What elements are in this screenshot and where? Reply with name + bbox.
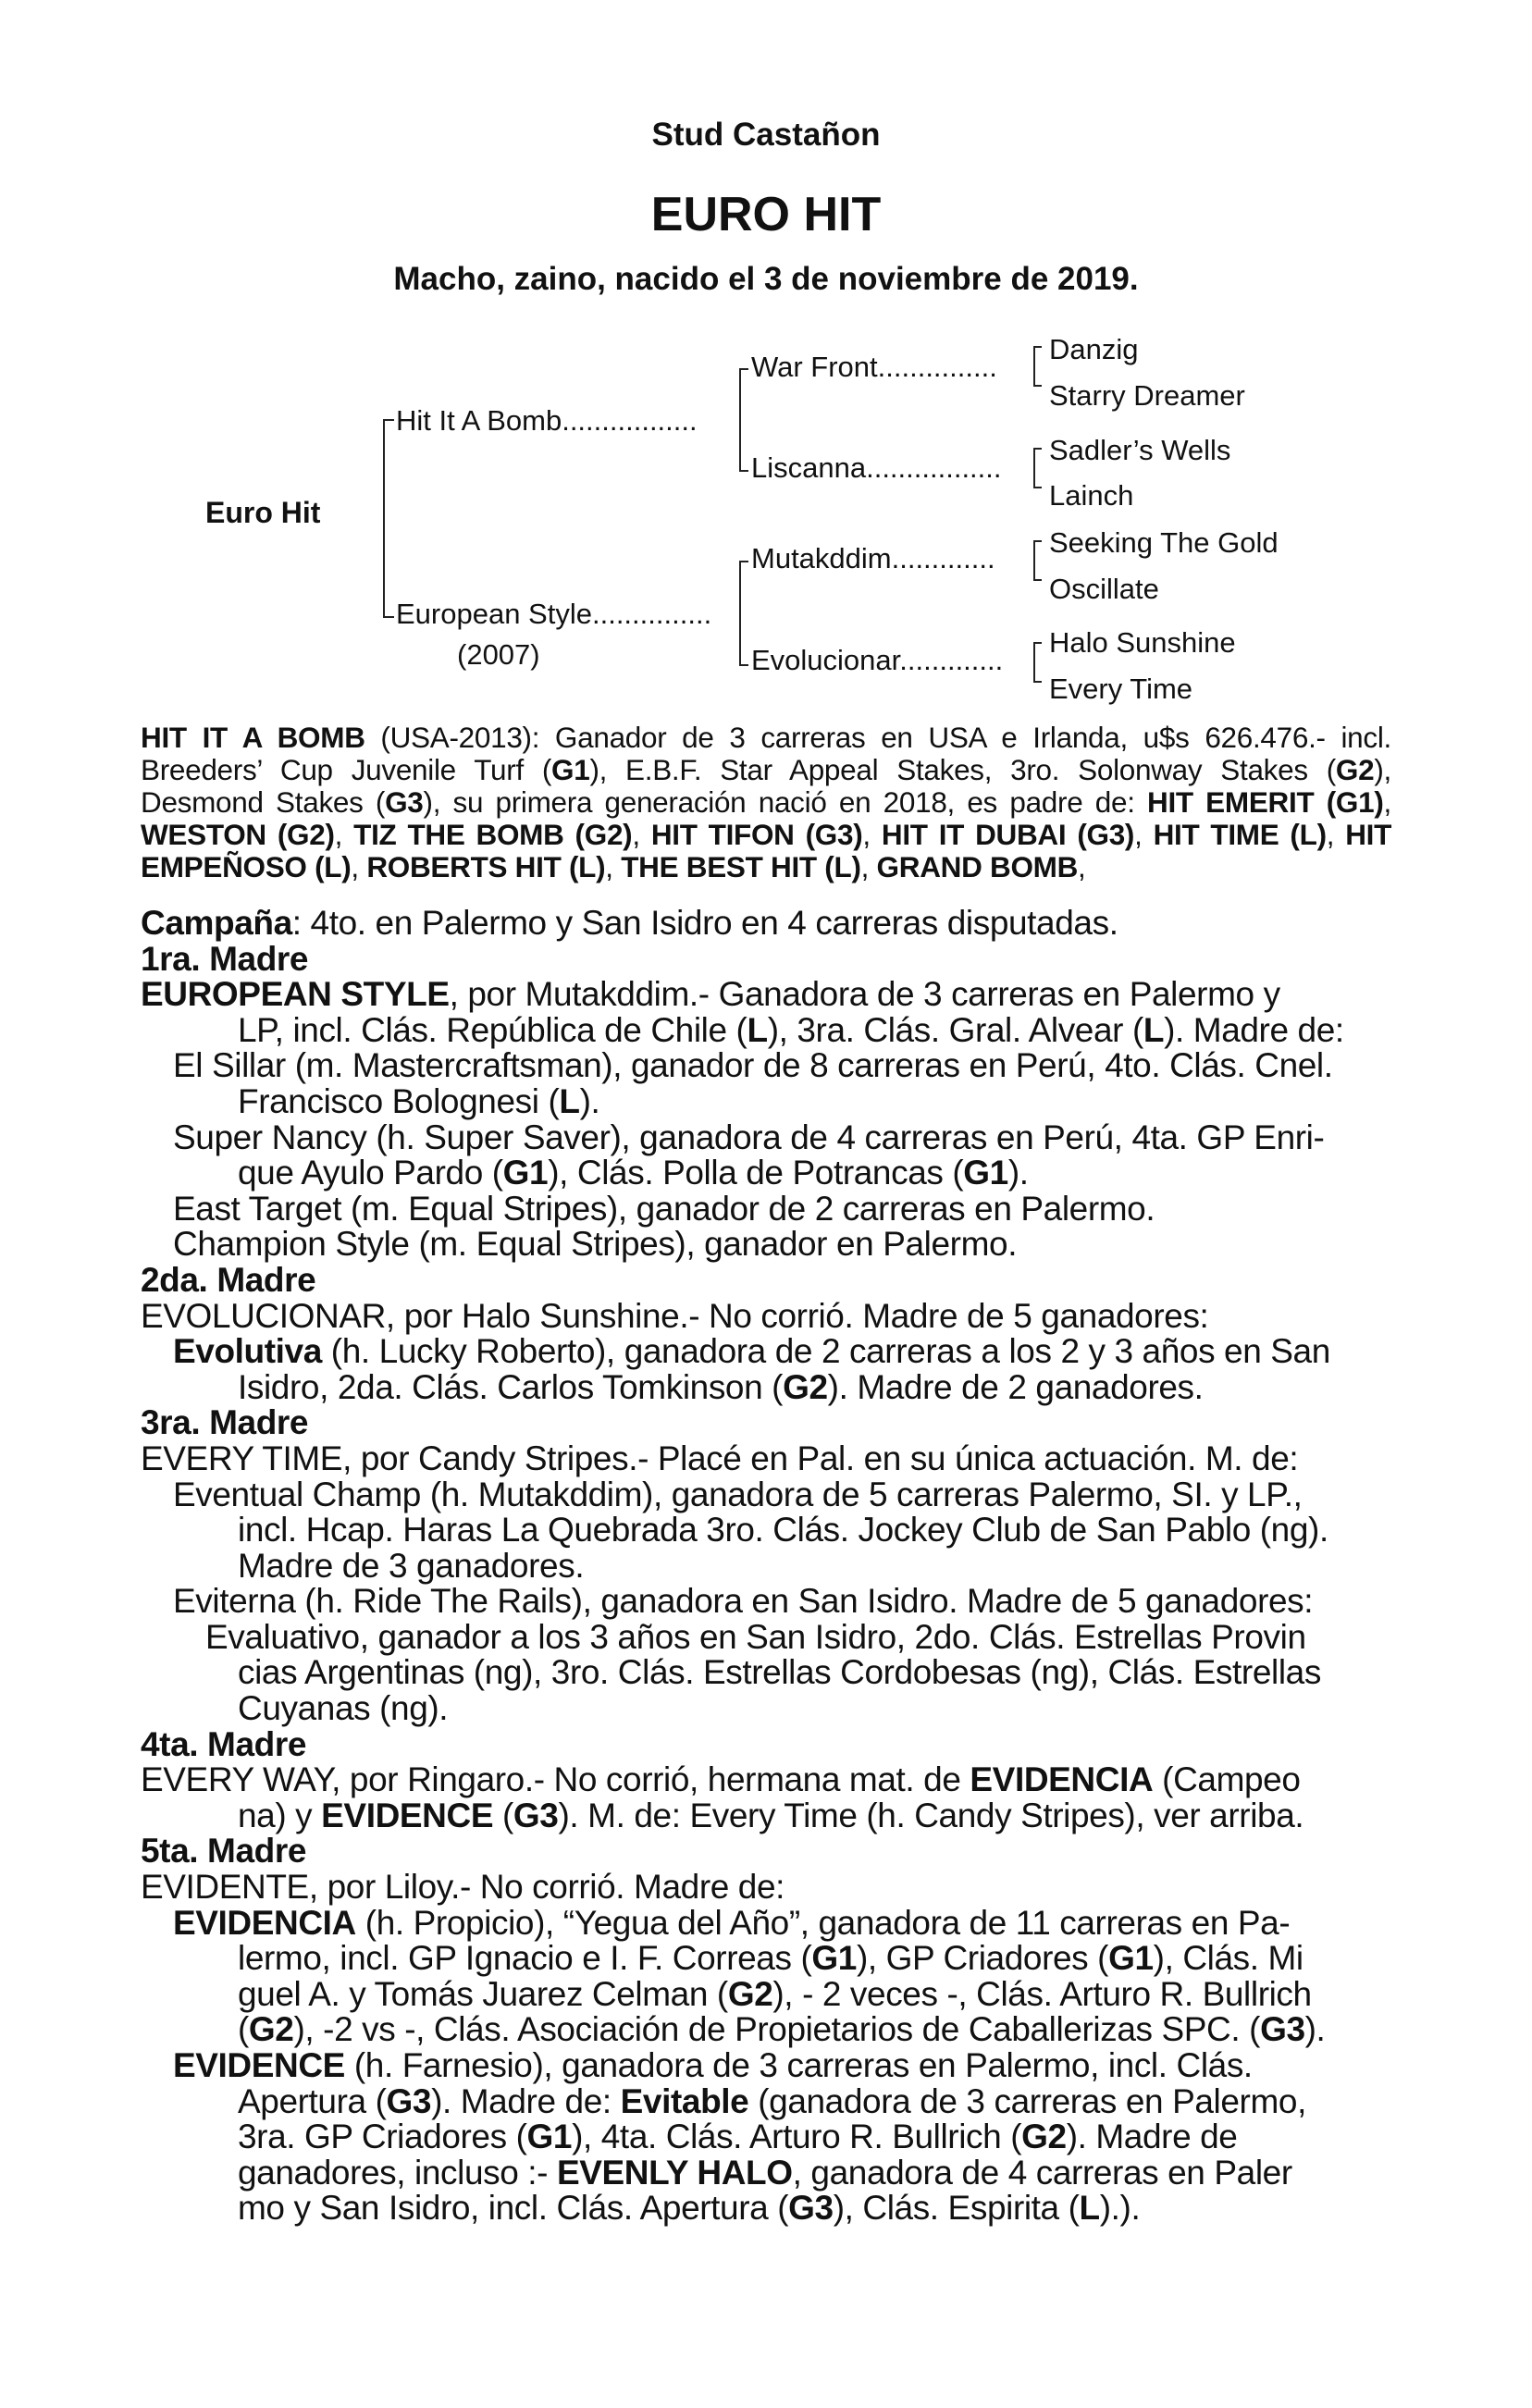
bracket-line — [1033, 448, 1042, 450]
offspring-line: Madre de 3 ganadores. — [238, 1546, 585, 1585]
first-dam-heading: 1ra. Madre — [141, 939, 309, 978]
bracket-line — [739, 561, 748, 562]
offspring-line: EVIDENCE (h. Farnesio), ganadora de 3 carreras en Palermo, incl. Clás. — [173, 2046, 1253, 2084]
bracket-line — [739, 664, 748, 666]
pedigree-dam-dam: Evolucionar............. — [751, 644, 1004, 676]
bracket-line — [1033, 579, 1042, 581]
offspring-line: mo y San Isidro, incl. Clás. Apertura (G3), Clás. Espirita (L).). — [238, 2189, 1141, 2228]
pedigree-dam-sire: Mutakddim............. — [751, 542, 995, 574]
dam-name: European Style — [396, 598, 592, 630]
offspring-line: 3ra. GP Criadores (G1), 4ta. Clás. Arturo R. Bullrich (G2). Madre de — [238, 2118, 1238, 2156]
offspring-line: Super Nancy (h. Super Saver), ganadora de 4 carreras en Perú, 4ta. GP Enri- — [173, 1118, 1325, 1156]
bracket-line — [1033, 642, 1042, 644]
offspring-line: guel A. y Tomás Juarez Celman (G2), - 2 veces -, Clás. Arturo R. Bullrich — [238, 1974, 1312, 2013]
bracket-line — [739, 368, 741, 472]
horse-description: Macho, zaino, nacido el 3 de noviembre de 2019. — [393, 261, 1139, 297]
pedigree-dam: European Style............... — [396, 598, 712, 630]
third-dam-line: EVERY TIME, por Candy Stripes.- Placé en Pal. en su única actuación. M. de: — [141, 1439, 1299, 1477]
fifth-dam-line: EVIDENTE, por Liloy.- No corrió. Madre de: — [141, 1868, 785, 1907]
offspring-line: (G2), -2 vs -, Clás. Asociación de Propietarios de Caballerizas SPC. (G3). — [238, 2010, 1326, 2049]
family-section — [141, 906, 1436, 2227]
bracket-line — [1033, 642, 1035, 683]
fourth-dam-line: na) y EVIDENCE (G3). M. de: Every Time (h. Candy Stripes), ver arriba. — [238, 1796, 1304, 1834]
third-dam-heading: 3ra. Madre — [141, 1403, 309, 1442]
offspring-line: cias Argentinas (ng), 3ro. Clás. Estrellas Cordobesas (ng), Clás. Estrellas — [238, 1653, 1321, 1692]
bracket-line — [739, 368, 748, 370]
bracket-line — [1033, 346, 1042, 348]
offspring-line: El Sillar (m. Mastercraftsman), ganador de 8 carreras en Perú, 4to. Clás. Cnel. — [173, 1046, 1333, 1085]
bracket-line — [739, 470, 748, 472]
pedigree-sire-sire: War Front............... — [751, 351, 997, 383]
pedigree-g3-1: Danzig — [1049, 333, 1139, 365]
bracket-line — [383, 419, 394, 421]
bracket-line — [1033, 540, 1035, 581]
offspring-line: Evaluativo, ganador a los 3 años en San Isidro, 2do. Clás. Estrellas Provin — [205, 1617, 1306, 1656]
offspring-line: Eventual Champ (h. Mutakddim), ganadora de 5 carreras Palermo, SI. y LP., — [173, 1475, 1303, 1513]
first-dam-line: LP, incl. Clás. República de Chile (L), 3ra. Clás. Gral. Alvear (L). Madre de: — [238, 1010, 1344, 1049]
fifth-dam-heading: 5ta. Madre — [141, 1832, 307, 1871]
stud-name: Stud Castañon — [651, 117, 881, 153]
bracket-line — [383, 419, 385, 618]
dam-year: (2007) — [457, 638, 540, 671]
offspring-line: que Ayulo Pardo (G1), Clás. Polla de Potrancas (G1). — [238, 1154, 1029, 1192]
bracket-line — [1033, 346, 1035, 387]
sire-name: Hit It A Bomb — [396, 404, 562, 437]
offspring-line: Champion Style (m. Equal Stripes), ganador en Palermo. — [173, 1225, 1018, 1264]
pedigree-sire-dam: Liscanna................. — [751, 451, 1002, 484]
bracket-line — [383, 616, 394, 618]
second-dam-heading: 2da. Madre — [141, 1260, 316, 1299]
offspring-line: Isidro, 2da. Clás. Carlos Tomkinson (G2). Madre de 2 ganadores. — [238, 1367, 1204, 1406]
second-dam-line: EVOLUCIONAR, por Halo Sunshine.- No corrió. Madre de 5 ganadores: — [141, 1296, 1209, 1335]
pedigree-g3-7: Halo Sunshine — [1049, 626, 1236, 659]
campaign-line: Campaña: 4to. en Palermo y San Isidro en 4 carreras disputadas. — [141, 904, 1118, 942]
offspring-line: East Target (m. Equal Stripes), ganador de 2 carreras en Palermo. — [173, 1189, 1155, 1228]
pedigree-g3-3: Sadler’s Wells — [1049, 434, 1231, 466]
offspring-line: Francisco Bolognesi (L). — [238, 1081, 600, 1120]
bracket-line — [1033, 448, 1035, 488]
bracket-line — [1033, 540, 1042, 542]
offspring-line: Eviterna (h. Ride The Rails), ganadora en San Isidro. Madre de 5 ganadores: — [173, 1582, 1314, 1621]
horse-name: EURO HIT — [650, 188, 882, 241]
sire-paragraph: HIT IT A BOMB (USA-2013): Ganador de 3 carreras en USA e Irlanda, u$s 626.476.- incl. Breeders’ Cup Juvenile Turf (G1), E.B.F. Star Appeal Stakes, 3ro. Solonway Stakes (G2), Desmond Stakes (G3), su primera generación nació en 2018, es padre de: HIT EMERIT (G1), WESTON (G2), TIZ THE BOMB (G2), HIT TIFON (G3), HIT IT DUBAI (G3), HIT TIME (L), HIT EMPEÑOSO (L), ROBERTS HIT (L), THE BEST HIT (L), GRAND BOMB, — [141, 721, 1392, 883]
offspring-line: Cuyanas (ng). — [238, 1689, 449, 1728]
pedigree-g3-2: Starry Dreamer — [1049, 379, 1245, 412]
offspring-line: EVIDENCIA (h. Propicio), “Yegua del Año”, ganadora de 11 carreras en Pa- — [173, 1903, 1291, 1942]
bracket-line — [1033, 681, 1042, 683]
pedigree-g3-4: Lainch — [1049, 479, 1134, 512]
first-dam-line: EUROPEAN STYLE, por Mutakddim.- Ganadora de 3 carreras en Palermo y — [141, 975, 1280, 1014]
fourth-dam-heading: 4ta. Madre — [141, 1724, 307, 1763]
offspring-line: Apertura (G3). Madre de: Evitable (ganadora de 3 carreras en Palermo, — [238, 2081, 1306, 2120]
pedigree-root: Euro Hit — [205, 496, 321, 529]
offspring-line: lermo, incl. GP Ignacio e I. F. Correas (G1), GP Criadores (G1), Clás. Mi — [238, 1939, 1303, 1978]
pedigree-g3-8: Every Time — [1049, 673, 1193, 705]
offspring-line: ganadores, incluso :- EVENLY HALO, ganadora de 4 carreras en Paler — [238, 2153, 1292, 2192]
offspring-line: incl. Hcap. Haras La Quebrada 3ro. Clás. Jockey Club de San Pablo (ng). — [238, 1511, 1328, 1550]
offspring-line: Evolutiva (h. Lucky Roberto), ganadora de 2 carreras a los 2 y 3 años en San — [173, 1332, 1330, 1371]
fourth-dam-line: EVERY WAY, por Ringaro.- No corrió, hermana mat. de EVIDENCIA (Campeo — [141, 1760, 1301, 1799]
pedigree-sire: Hit It A Bomb................. — [396, 404, 698, 437]
bracket-line — [1033, 385, 1042, 387]
bracket-line — [1033, 487, 1042, 488]
bracket-line — [739, 561, 741, 666]
pedigree-g3-5: Seeking The Gold — [1049, 526, 1279, 559]
pedigree-g3-6: Oscillate — [1049, 573, 1159, 605]
